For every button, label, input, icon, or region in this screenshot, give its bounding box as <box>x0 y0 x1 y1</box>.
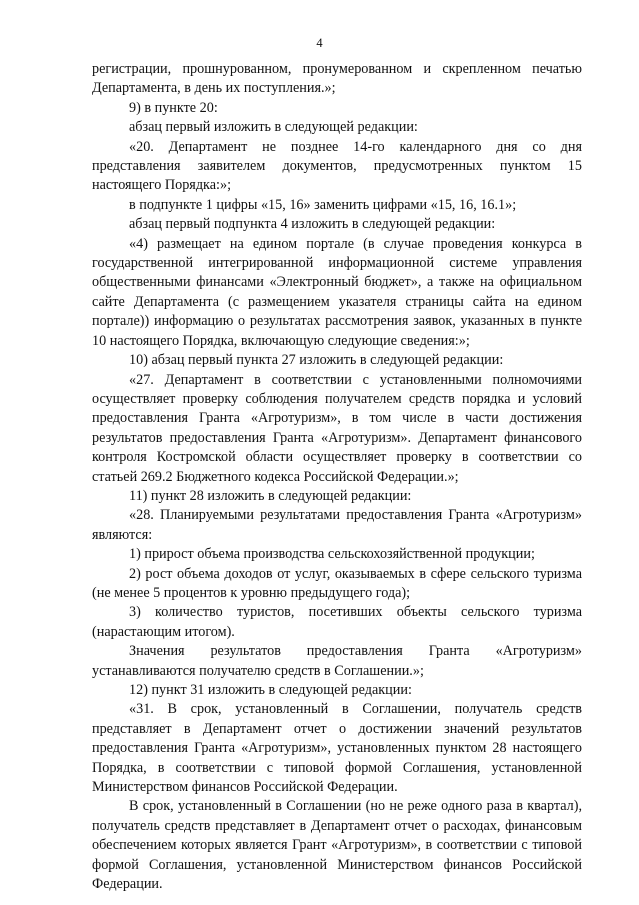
paragraph-15: Значения результатов предоставления Гранта «Агротуризм» устанавливаются получателю средств в Соглашении.»; <box>92 643 582 679</box>
paragraph-6: абзац первый подпункта 4 изложить в следующей редакции: <box>129 216 496 233</box>
paragraph-12: 1) прирост объема производства сельскохозяйственной продукции; <box>129 546 535 563</box>
page-number: 4 <box>316 36 323 50</box>
paragraph-14: 3) количество туристов, посетивших объекты сельского туризма (нарастающим итогом). <box>92 604 582 640</box>
paragraph-18: В срок, установленный в Соглашении (но не реже одного раза в квартал), получатель средств представляет в Департамент отчет о расходах, финансовым обеспечением которых является Грант «Агротуризм», в соответствии с типовой формой Соглашения, установленной Министерством финансов Российской Федерации. <box>92 798 582 893</box>
paragraph-10: 11) пункт 28 изложить в следующей редакции: <box>129 487 412 504</box>
paragraph-3: абзац первый изложить в следующей редакции: <box>129 119 418 136</box>
paragraph-4: «20. Департамент не позднее 14-го календарного дня со дня представления заявителем документов, предусмотренных пунктом 15 настоящего Порядка:»; <box>92 138 582 194</box>
paragraph-2: 9) в пункте 20: <box>129 99 218 116</box>
paragraph-5: в подпункте 1 цифры «15, 16» заменить цифрами «15, 16, 16.1»; <box>129 196 517 213</box>
paragraph-8: 10) абзац первый пункта 27 изложить в следующей редакции: <box>129 352 504 369</box>
paragraph-9: «27. Департамент в соответствии с установленными полномочиями осуществляет проверку соблюдения получателем средств порядка и условий предоставления Гранта «Агротуризм», в том числе в части достижения результатов предоставления Гранта «Агротуризм». Департамент финансового контроля Костромской области осуществляет проверку в соответствии со статьей 269.2 Бюджетного кодекса Российской Федерации.»; <box>92 371 582 485</box>
paragraph-7: «4) размещает на едином портале (в случае проведения конкурса в государственной интегрированной информационной системе управления общественными финансами «Электронный бюджет», а также на официальном сайте Департамента (с размещением указателя страницы сайта на едином портале)) информацию о результатах рассмотрения заявок, указанных в пункте 10 настоящего Порядка, включающую следующие сведения:»; <box>92 235 582 349</box>
document-body <box>92 60 582 894</box>
paragraph-17: «31. В срок, установленный в Соглашении, получатель средств представляет в Департамент отчет о достижении значений результатов предоставления Гранта «Агротуризм», установленных пунктом 28 настоящего Порядка, в соответствии с типовой формой Соглашения, установленной Министерством финансов Российской Федерации. <box>92 701 582 796</box>
paragraph-16: 12) пункт 31 изложить в следующей редакции: <box>129 682 412 698</box>
paragraph-13: 2) рост объема доходов от услуг, оказываемых в сфере сельского туризма (не менее 5 процентов к уровню предыдущего года); <box>92 565 582 601</box>
paragraph-1: регистрации, прошнурованном, пронумерованном и скрепленном печатью Департамента, в день их поступления.»; <box>92 61 582 97</box>
paragraph-11: «28. Планируемыми результатами предоставления Гранта «Агротуризм» являются: <box>92 507 582 543</box>
